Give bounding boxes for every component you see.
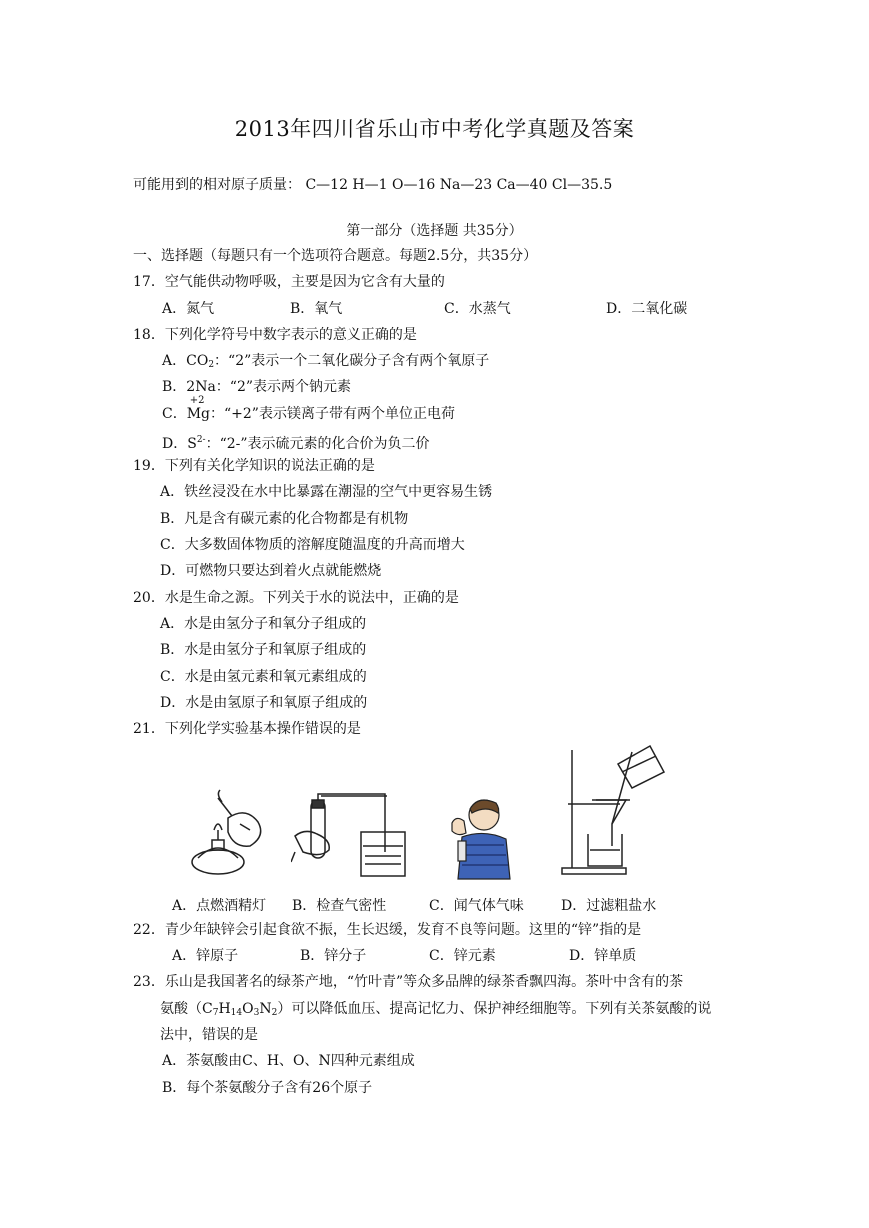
q20-option-a: A．水是由氢分子和氧分子组成的 (160, 616, 367, 632)
q18-option-d (162, 430, 430, 454)
q22-option-d: D．锌单质 (569, 948, 637, 964)
q21-option-b: B．检查气密性 (292, 898, 387, 914)
page-title: 2013年四川省乐山市中考化学真题及答案 (234, 117, 635, 141)
atomic-masses: 可能用到的相对原子质量： C—12 H—1 O—16 Na—23 Ca—40 Cl—35.5 (133, 177, 613, 193)
q19-option-c: C．大多数固体物质的溶解度随温度的升高而增大 (160, 537, 465, 553)
q23-l2-s3: 3 (253, 1008, 260, 1018)
q23-line3: 法中，错误的是 (160, 1027, 258, 1043)
part1-header: 第一部分（选择题 共35分） (346, 223, 523, 239)
q17-stem: 17．空气能供动物呼吸，主要是因为它含有大量的 (133, 274, 445, 290)
q21-option-d: D．过滤粗盐水 (561, 898, 657, 914)
alcohol-lamp-illustration (188, 788, 270, 880)
q18-a-post: ：“2”表示一个二氧化碳分子含有两个氧原子 (214, 353, 490, 369)
q23-l2-post: ）可以降低血压、提高记忆力、保护神经细胞等。下列有关茶氨酸的说 (277, 1001, 712, 1017)
q19-stem: 19．下列有关化学知识的说法正确的是 (133, 458, 375, 474)
q23-l2-s1: 7 (212, 1008, 219, 1018)
q22-stem: 22．青少年缺锌会引起食欲不振，生长迟缓，发育不良等问题。这里的“锌”指的是 (133, 922, 642, 938)
filtration-illustration (560, 742, 672, 876)
q18-c-symbol (186, 395, 211, 424)
q18-c-mg: Mg (186, 406, 211, 422)
q20-option-b: B．水是由氢分子和氧原子组成的 (160, 642, 367, 658)
q20-option-d: D．水是由氢原子和氧原子组成的 (160, 695, 368, 711)
q17-option-a: A．氮气 (162, 301, 215, 317)
q23-l2-o: O (242, 1001, 254, 1017)
airtightness-check-illustration (291, 792, 411, 878)
q22-option-b: B．锌分子 (300, 948, 367, 964)
q21-option-c: C．闻气体气味 (429, 898, 524, 914)
q17-option-c: C．水蒸气 (444, 301, 511, 317)
q23-l2-pre: 氨酸（C (160, 1001, 213, 1017)
q21-stem: 21．下列化学实验基本操作错误的是 (133, 721, 361, 737)
q18-option-b: B．2Na：“2”表示两个钠元素 (162, 379, 352, 395)
q18-c-pre: C． (162, 406, 187, 422)
q21-option-a: A．点燃酒精灯 (172, 898, 267, 914)
q18-a-sub: 2 (208, 360, 215, 370)
q23-option-a: A．茶氨酸由C、H、O、N四种元素组成 (162, 1053, 415, 1069)
q17-option-b: B．氧气 (290, 301, 343, 317)
q20-stem: 20．水是生命之源。下列关于水的说法中，正确的是 (133, 590, 459, 606)
q23-l2-h: H (218, 1001, 231, 1017)
q18-option-a (162, 351, 489, 375)
q23-option-b: B．每个茶氨酸分子含有26个原子 (162, 1080, 373, 1096)
q23-l2-s2: 14 (230, 1008, 243, 1018)
section1-header: 一、选择题（每题只有一个选项符合题意。每题2.5分，共35分） (133, 248, 538, 264)
q22-option-a: A．锌原子 (172, 948, 239, 964)
smelling-gas-illustration (442, 793, 516, 881)
q18-option-c (162, 395, 455, 424)
q20-option-c: C．水是由氢元素和氧元素组成的 (160, 669, 367, 685)
q18-d-post: ：“2-”表示硫元素的化合价为负二价 (205, 436, 430, 452)
q18-stem: 18．下列化学符号中数字表示的意义正确的是 (133, 327, 417, 343)
q17-option-d: D．二氧化碳 (606, 301, 688, 317)
q19-option-a: A．铁丝浸没在水中比暴露在潮湿的空气中更容易生锈 (160, 484, 493, 500)
q22-option-c: C．锌元素 (429, 948, 496, 964)
q18-d-sup: 2- (196, 435, 206, 445)
q18-c-valence: +2 (189, 395, 205, 406)
q18-a-pre: A．CO (162, 353, 209, 369)
q23-line1: 23．乐山是我国著名的绿茶产地，“竹叶青”等众多品牌的绿茶香飘四海。茶叶中含有的茶 (133, 974, 684, 990)
q19-option-d: D．可燃物只要达到着火点就能燃烧 (160, 563, 382, 579)
q18-c-post: ：“+2”表示镁离子带有两个单位正电荷 (210, 406, 455, 422)
q23-l2-s4: 2 (271, 1008, 278, 1018)
q23-l2-n: N (259, 1001, 272, 1017)
q23-line2 (160, 999, 711, 1023)
q19-option-b: B．凡是含有碳元素的化合物都是有机物 (160, 511, 409, 527)
q18-d-pre: D．S (162, 436, 197, 452)
